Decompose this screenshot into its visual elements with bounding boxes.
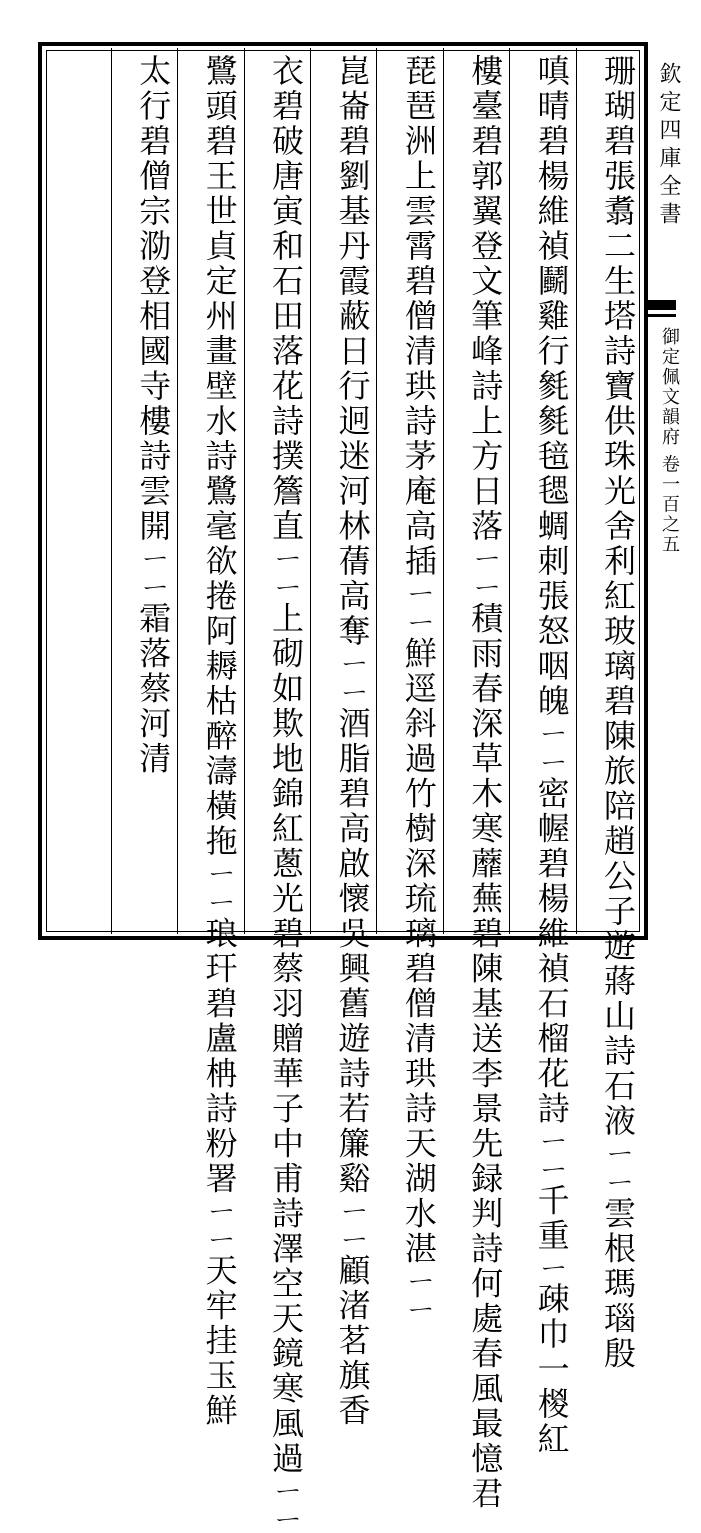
column-text: 樓臺碧郭翼登文筆峰詩上方日落ㄧㄧ積雨春深草木寒蘼蕪碧陳基送李景先録判詩何處春風最憶君 [466,54,505,1512]
text-column [44,48,110,934]
column-text: 鷺頭碧王世貞定州畫壁水詩鷺毫欲捲阿耨枯醉濤橫拖ㄧㄧ琅玕碧盧柟詩粉署ㄧㄧ天牢挂玉鮮 [200,54,239,1429]
column-text: 嗔晴碧楊維禎鬬雞行毿毿毰毸蜩刺張怒咽魄ㄧㄧ密幄碧楊維禎石榴花詩ㄧㄧ千重ㄧ疎巾一椶紅 [532,54,571,1457]
text-column [111,48,177,934]
text-column [576,48,642,1372]
margin-strip [648,42,701,940]
volume-info: 御定佩文韻府 卷一百之五 [659,327,680,555]
fishtail-mark [648,300,676,310]
text-column [443,48,509,1512]
column-text: 崑崙碧劉基丹霞蔽日行迥迷河林蒨高奪ㄧㄧ酒脂碧高啟懷吳興舊遊詩若簾谿ㄧㄧ顧渚茗旗香 [333,54,372,1429]
column-text: 珊瑚碧張翥二生塔詩寶供珠光舍利紅玻璃碧陳旅陪趙公子遊蔣山詩石液ㄧㄧ雲根瑪瑙殷 [599,54,637,1372]
text-column [177,48,243,1429]
column-text: 衣碧破唐寅和石田落花詩撲簷直ㄧㄧ上砌如欺地錦紅蔥光碧蔡羽贈華子中甫詩澤空天鏡寒風過ㄧㄧ [267,54,306,1533]
text-area [44,48,642,1533]
text-column [244,48,310,1533]
column-text: 琵琶洲上雲霄碧僧清珙詩茅庵高插ㄧㄧ鮮逕斜過竹樹深琉璃碧僧清珙詩天湖水湛ㄧㄧ [399,54,438,1324]
edition-title: 欽定四庫全書 [656,62,681,230]
text-column [310,48,376,1429]
text-column [376,48,442,1324]
column-text: 太行碧僧宗泐登相國寺樓詩雲開ㄧㄧ霜落蔡河清 [134,54,173,777]
fishtail-rule [648,314,676,317]
text-column [509,48,575,1457]
